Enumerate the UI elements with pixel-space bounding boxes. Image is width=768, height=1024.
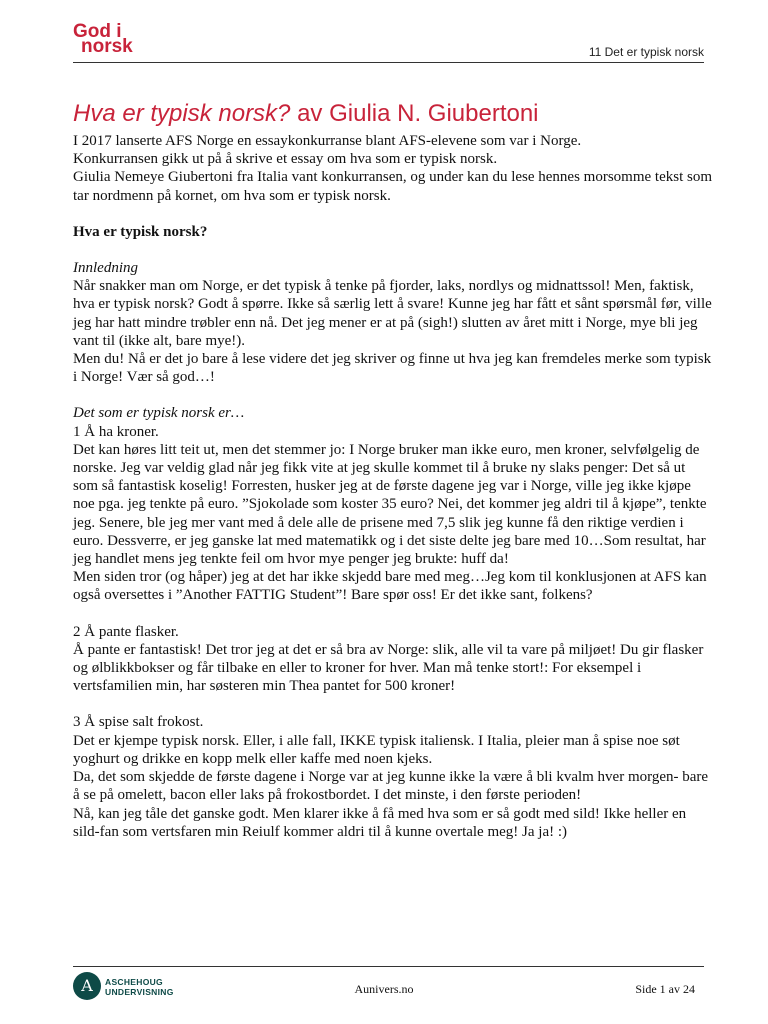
logo-line2: norsk xyxy=(81,36,133,57)
paragraph: Det kan høres litt teit ut, men det stemmer jo: I Norge bruker man ikke euro, men kroner, selvfølgelig de norske. Jeg var veldig glad når jeg fikk vite at jeg skulle kommet til å bruke ny slaks penger: Det så ut som så fantastisk koselig! Forresten, husker jeg at de første dagene jeg var i Norge, ville jeg ikke kjøpe noe pga. jeg tenkte på euro. ”Sjokolade som koster 35 euro? Nei, det kommer jeg aldri til å kjøpe”, tenkte jeg. Senere, ble jeg mer vant med å dele alle de prisene med 7,5 slik jeg kunne få den riktige verdien i euro. Dessverre, er jeg ganske lat med matematikk og i det siste delte jeg bare med 10…Som resultat, har jeg handlet mens jeg tenkte feil om hvor mye penger jeg brukte: huff da! xyxy=(73,441,707,568)
intro-line-2: Konkurransen gikk ut på å skrive et essay om hva som er typisk norsk. xyxy=(73,151,498,168)
paragraph: Å pante er fantastisk! Det tror jeg at det er så bra av Norge: slik, alle vil ta vare på miljøet! Du gir flasker og ølblikkbokser og får tilbake en eller to kroner for hver. Man må tenke stort!: For eksempel i vertsfamilien min, har søsteren min Thea pantet for 500 kroner! xyxy=(73,641,704,695)
intro-line-3: Giulia Nemeye Giubertoni fra Italia vant konkurransen, og under kan du lese hennes morsomme tekst som tar nordmenn på kornet, om hva som er typisk norsk. xyxy=(73,169,712,204)
page-title xyxy=(73,100,539,128)
logo-line1: God i xyxy=(73,21,122,42)
paragraph: Nå, kan jeg tåle det ganske godt. Men klarer ikke å få med hva som er så godt med sild! Ikke heller en sild-fan som vertsfaren min Reiulf kommer aldri til å kunne overtale meg! Ja ja! :) xyxy=(73,805,687,840)
intro-line-1: I 2017 lanserte AFS Norge en essaykonkurranse blant AFS-elevene som var i Norge. xyxy=(73,133,582,149)
essay-title: Hva er typisk norsk? xyxy=(73,223,208,240)
title-italic: Hva er typisk norsk? xyxy=(73,100,291,127)
paragraph: Men du! Nå er det jo bare å lese videre det jeg skriver og finne ut hva jeg kan fremdeles merke som typisk i Norge! Vær så god…! xyxy=(73,351,712,386)
paragraph: Det er kjempe typisk norsk. Eller, i alle fall, IKKE typisk italiensk. I Italia, pleier man å spise noe søt yoghurt og drikke en kopp melk eller kaffe med noen kjeks. xyxy=(73,732,680,767)
god-i-norsk-logo xyxy=(73,21,153,60)
footer-divider xyxy=(73,966,704,967)
paragraph: Men siden tror (og håper) jeg at det har ikke skjedd bare med meg…Jeg kom til konklusjonen at AFS kan også oversettes i ”Another FATTIG Student”! Bare spør oss! Er det ikke sant, folkens? xyxy=(73,569,707,604)
list-item-heading: 2 Å pante flasker. xyxy=(73,623,179,640)
list-item-heading: 1 Å ha kroner. xyxy=(73,423,159,440)
publisher-line1: ASCHEHOUG xyxy=(105,977,163,987)
article-body xyxy=(73,132,713,841)
section-heading-innledning: Innledning xyxy=(73,260,138,277)
title-author: av Giulia N. Giubertoni xyxy=(290,100,539,127)
section-heading-typisk: Det som er typisk norsk er… xyxy=(73,405,245,422)
list-item-heading: 3 Å spise salt frokost. xyxy=(73,714,204,731)
chapter-heading: 11 Det er typisk norsk xyxy=(588,45,704,59)
paragraph: Da, det som skjedde de første dagene i Norge var at jeg kunne ikke la være å bli kvalm hver morgen- bare å se på omelett, bacon eller laks på frokostbordet. I det minste, i den første perioden! xyxy=(73,769,709,804)
page-number: Side 1 av 24 xyxy=(635,982,695,996)
footer-site: Aunivers.no xyxy=(354,982,414,996)
publisher-line2: UNDERVISNING xyxy=(105,987,174,997)
header-divider xyxy=(73,62,704,63)
aschehoug-mark-icon: A xyxy=(73,972,101,1000)
paragraph: Når snakker man om Norge, er det typisk å tenke på fjorder, laks, nordlys og midnattssol! Men, faktisk, hva er typisk norsk? Godt å spørre. Ikke så særlig lett å svare! Kunne jeg har fått et sånt spørsmål før, ville jeg har hatt mindre trøbler enn nå. Det jeg mener er at på (sigh!) slutten av året mitt i Norge, mye bli jeg vant til (ikke alt, bare mye!). xyxy=(73,278,712,349)
